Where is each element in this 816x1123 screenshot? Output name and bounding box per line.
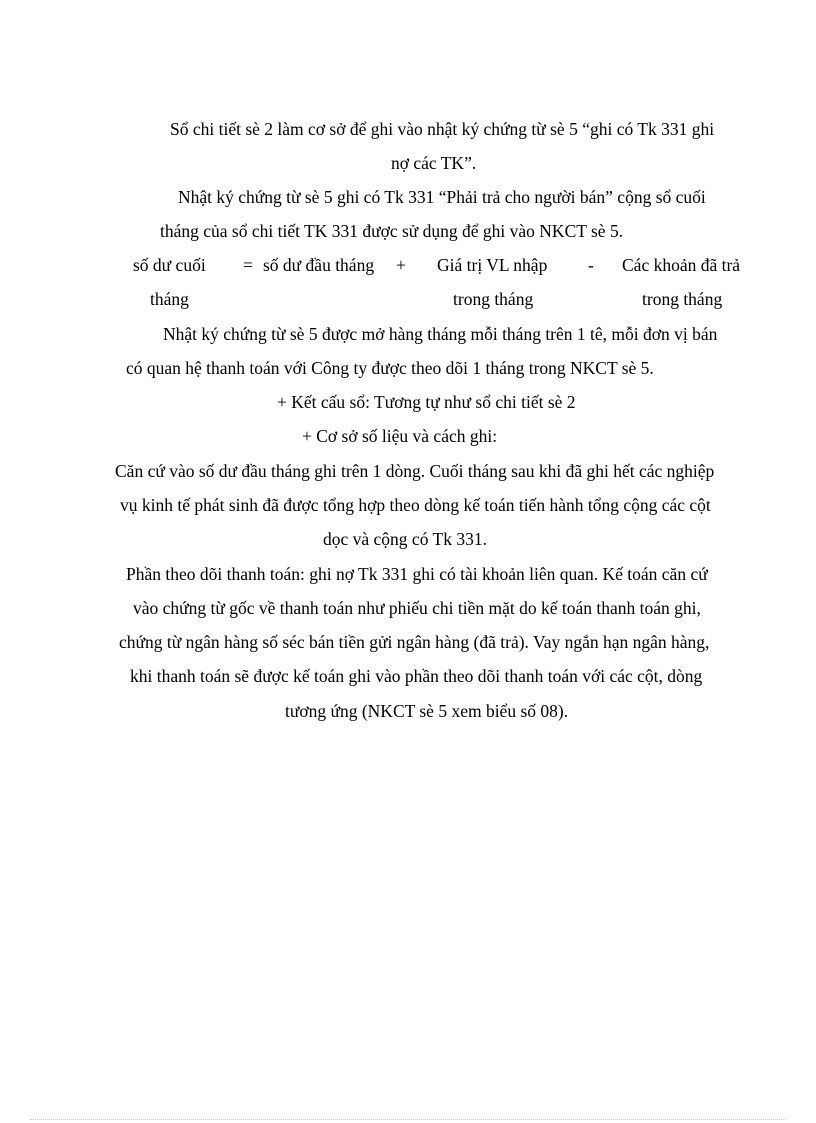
formula-ending-balance-label-cont: tháng bbox=[150, 289, 189, 309]
paragraph-1-line-1: Sổ chi tiết sè 2 làm cơ sở để ghi vào nhật ký chứng từ sè 5 “ghi có Tk 331 ghi bbox=[170, 119, 715, 139]
formula-paid-amounts-label-cont: trong tháng bbox=[642, 289, 723, 309]
data-basis-heading: + Cơ sở số liệu và cách ghi: bbox=[302, 426, 498, 446]
paragraph-2-line-1: Nhật ký chứng từ sè 5 ghi có Tk 331 “Phải trả cho người bán” cộng sổ cuối bbox=[178, 187, 706, 207]
paragraph-8-line-4: khi thanh toán sẽ được kế toán ghi vào phần theo dõi thanh toán với các cột, dòng bbox=[130, 666, 703, 686]
paragraph-7-line-3: dọc và cộng có Tk 331. bbox=[323, 529, 487, 549]
formula-ending-balance-label: số dư cuối bbox=[133, 255, 206, 275]
page-bottom-divider bbox=[30, 1119, 786, 1120]
formula-opening-balance-label: số dư đầu tháng bbox=[263, 255, 375, 275]
formula-material-value-label: Giá trị VL nhập bbox=[437, 255, 548, 275]
paragraph-8-line-1: Phần theo dõi thanh toán: ghi nợ Tk 331 ghi có tài khoản liên quan. Kế toán căn cứ bbox=[126, 564, 708, 584]
formula-equals-sign: = bbox=[243, 255, 253, 275]
paragraph-4-line-2: có quan hệ thanh toán với Công ty được theo dõi 1 tháng trong NKCT sè 5. bbox=[126, 358, 654, 378]
paragraph-8-line-5: tương ứng (NKCT sè 5 xem biểu số 08). bbox=[285, 701, 569, 721]
formula-minus-sign: - bbox=[588, 255, 594, 275]
paragraph-1-line-2: nợ các TK”. bbox=[391, 153, 477, 173]
formula-plus-sign: + bbox=[396, 255, 406, 275]
formula-material-value-label-cont: trong tháng bbox=[453, 289, 534, 309]
paragraph-7-line-1: Căn cứ vào số dư đầu tháng ghi trên 1 dòng. Cuối tháng sau khi đã ghi hết các nghiệp bbox=[115, 461, 715, 481]
book-structure-heading: + Kết cấu sổ: Tương tự như sổ chi tiết sè 2 bbox=[277, 392, 576, 412]
paragraph-7-line-2: vụ kinh tế phát sinh đã được tổng hợp theo dòng kế toán tiến hành tổng cộng các cột bbox=[120, 495, 711, 515]
paragraph-2-line-2: tháng của sổ chi tiết TK 331 được sử dụng để ghi vào NKCT sè 5. bbox=[160, 221, 624, 241]
paragraph-8-line-2: vào chứng từ gốc về thanh toán như phiếu chi tiền mặt do kế toán thanh toán ghi, bbox=[133, 598, 701, 618]
paragraph-8-line-3: chứng từ ngân hàng số séc bán tiền gửi ngân hàng (đã trả). Vay ngắn hạn ngân hàng, bbox=[119, 632, 710, 652]
paragraph-4-line-1: Nhật ký chứng từ sè 5 được mở hàng tháng mỗi tháng trên 1 tê, mỗi đơn vị bán bbox=[163, 324, 718, 344]
formula-paid-amounts-label: Các khoản đã trả bbox=[622, 255, 741, 275]
